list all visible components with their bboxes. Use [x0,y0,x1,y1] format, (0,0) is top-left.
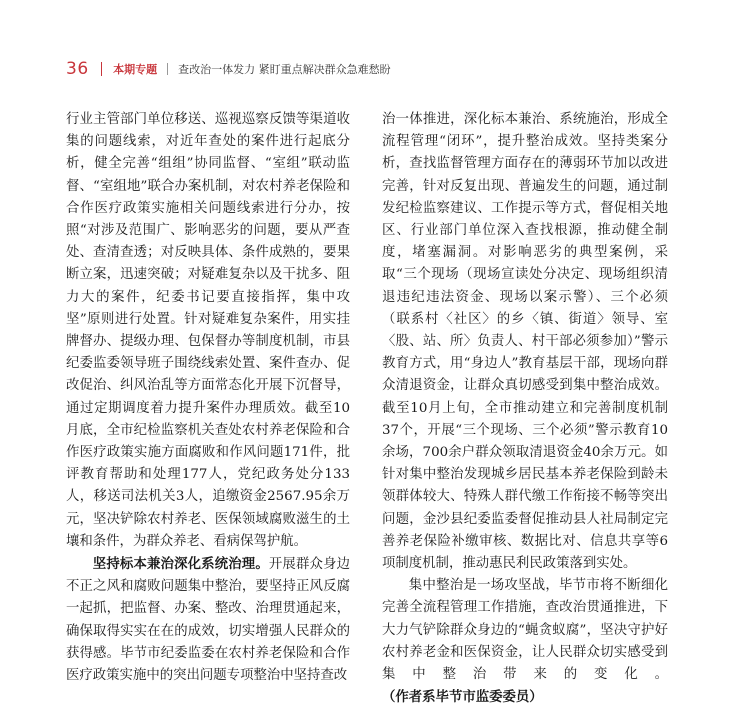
article-subtitle: 查改治一体发力 紧盯重点解决群众急难愁盼 [178,63,391,76]
paragraph-right-2-body: 集中整治是一场攻坚战，毕节市将不断细化完善全流程管理工作措施，查改治贯通推进，下大力气铲除群众身边的“蝇贪蚁腐”，坚决守护好农村养老金和医保资金，让人民群众切实感受到集中整治带来的变化。 [382,578,668,683]
header-divider [101,62,103,76]
paragraph-lead-heading: 坚持标本兼治深化系统治理。 [92,556,269,573]
left-column [66,109,350,687]
right-column [382,109,668,709]
author-byline: （作者系毕节市监委委员） [382,689,543,706]
page-header [66,58,391,80]
paragraph-left-1: 行业主管部门单位移送、巡视巡察反馈等渠道收集的问题线索，对近年查处的案件进行起底分析，健全完善“组组”协同监督、“室组”联动监督、“室组地”联合办案机制，对农村养老保险和合作医疗政策实施相关问题线索进行分办，按照“对涉及范围广、影响恶劣的问题，要从严查处、查清查透；对反映具体、条件成熟的，要果断立案，迅速突破；对疑难复杂以及干扰多、阻力大的案件，纪委书记要直接指挥，集中攻坚”原则进行处置。针对疑难复杂案件，用实挂牌督办、提级办理、包保督办等制度机制，市县纪委监委领导班子围绕线索处置、案件查办、促改促治、纠风治乱等方面常态化开展下沉督导，通过定期调度着力提升案件办理质效。截至10月底，全市纪检监察机关查处农村养老保险和合作医疗政策实施方面腐败和作风问题171件，批评教育帮助和处理177人，党纪政务处分133人，移送司法机关3人，追缴资金2567.95余万元，坚决铲除农村养老、医保领域腐败滋生的土壤和条件，为群众养老、看病保驾护航。 [66,112,350,549]
paragraph-right-2 [382,575,668,709]
section-label: 本期专题 [113,63,158,76]
paragraph-left-2 [66,553,350,687]
page-number: 36 [66,59,89,79]
header-divider-secondary [167,63,168,75]
paragraph-left-2-body: 开展群众身边不正之风和腐败问题集中整治，要坚持正风反腐一起抓，把监督、办案、整改、治理贯通起来，确保取得实实在在的成效，切实增强人民群众的获得感。毕节市纪委监委在农村养老保险和合作医疗政策实施中的突出问题专项整治中坚持查改 [66,557,351,684]
paragraph-right-1: 治一体推进，深化标本兼治、系统施治，形成全流程管理“闭环”，提升整治成效。坚持类案分析，查找监督管理方面存在的薄弱环节加以改进完善，针对反复出现、普遍发生的问题，通过制发纪检监察建议、工作提示等方式，督促相关地区、行业部门单位深入查找根源，推动健全制度，堵塞漏洞。对影响恶劣的典型案例，采取“三个现场（现场宣读处分决定、现场组织清退违纪违法资金、现场以案示警）、三个必须（联系村〈社区〉的乡〈镇、街道〉领导、室〈股、站、所〉负责人、村干部必须参加）”警示教育方式，用“身边人”教育基层干部，现场向群众清退资金，让群众真切感受到集中整治成效。截至10月上旬，全市推动建立和完善制度机制37个，开展“三个现场、三个必须”警示教育10余场，700余户群众领取清退资金40余万元。如针对集中整治发现城乡居民基本养老保险到龄未领群体较大、特殊人群代缴工作衔接不畅等突出问题，金沙县纪委监委督促推动县人社局制定完善养老保险补缴审核、数据比对、信息共享等6项制度机制，推动惠民利民政策落到实处。 [382,112,668,572]
